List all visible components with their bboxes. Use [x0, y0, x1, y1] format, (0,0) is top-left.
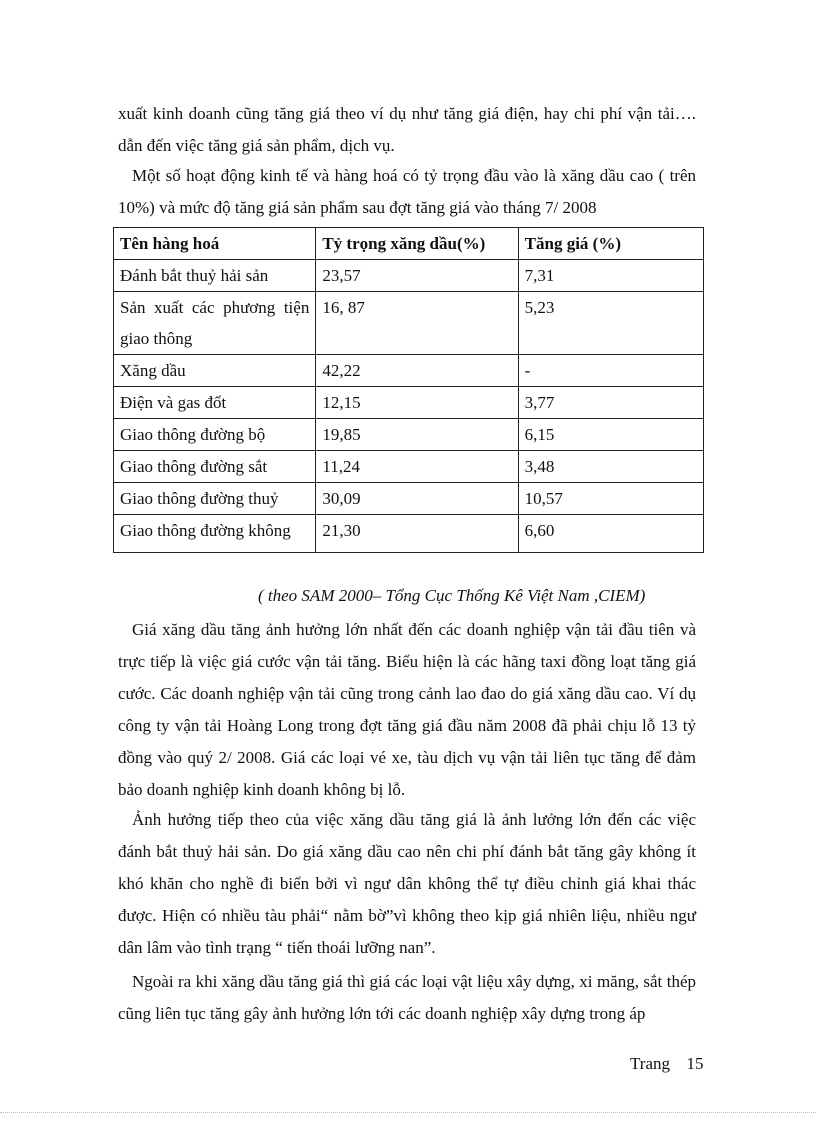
cell-product: Sản xuất các phương tiện giao thông	[114, 292, 316, 355]
cell-price-increase: 10,57	[518, 483, 703, 515]
table-row	[114, 355, 704, 387]
cell-fuel-share: 19,85	[316, 419, 518, 451]
table-row	[114, 387, 704, 419]
paragraph-fishing: Ảnh hưởng tiếp theo của việc xăng dầu tăng giá là ảnh lưởng lớn đến các việc đánh bắt thuỷ hải sản. Do giá xăng dầu cao nên chi phí đánh bắt tăng gây không ít khó khăn cho nghề đi biển bởi vì ngư dân không thể tự điều chỉnh giá khai thác được. Hiện có nhiều tàu phải“ nằm bờ”vì không theo kịp giá nhiên liệu, nhiều ngư dân lâm vào tình trạng “ tiến thoái lưỡng nan”.	[118, 810, 696, 957]
cell-price-increase: 6,60	[518, 515, 703, 553]
table-source-note: ( theo SAM 2000– Tổng Cục Thống Kê Việt Nam ,CIEM)	[258, 586, 646, 605]
cell-fuel-share: 30,09	[316, 483, 518, 515]
cell-product: Giao thông đường bộ	[114, 419, 316, 451]
header-price-increase: Tăng giá (%)	[518, 228, 703, 260]
page-label: Trang	[630, 1054, 670, 1073]
table-row	[114, 419, 704, 451]
cell-product: Giao thông đường thuỷ	[114, 483, 316, 515]
cell-fuel-share: 23,57	[316, 260, 518, 292]
cell-price-increase: 3,77	[518, 387, 703, 419]
footer-rule	[0, 1112, 816, 1113]
fuel-price-table	[113, 227, 704, 553]
paragraph-construction: Ngoài ra khi xăng dầu tăng giá thì giá các loại vật liệu xây dựng, xi măng, sắt thép cũng liên tục tăng gây ảnh hưởng lớn tới các doanh nghiệp xây dựng trong áp	[118, 972, 696, 1023]
table-row	[114, 451, 704, 483]
table-header-row	[114, 228, 704, 260]
cell-fuel-share: 11,24	[316, 451, 518, 483]
cell-price-increase: 5,23	[518, 292, 703, 355]
cell-fuel-share: 12,15	[316, 387, 518, 419]
cell-fuel-share: 16, 87	[316, 292, 518, 355]
cell-price-increase: 3,48	[518, 451, 703, 483]
cell-price-increase: 7,31	[518, 260, 703, 292]
cell-price-increase: 6,15	[518, 419, 703, 451]
table-row	[114, 260, 704, 292]
table-row	[114, 515, 704, 553]
cell-product: Giao thông đường không	[114, 515, 316, 553]
cell-product: Xăng dầu	[114, 355, 316, 387]
cell-fuel-share: 21,30	[316, 515, 518, 553]
paragraph-table-intro: Một số hoạt động kinh tế và hàng hoá có tỷ trọng đầu vào là xăng dầu cao ( trên 10%) và mức độ tăng giá sản phẩm sau đợt tăng giá vào tháng 7/ 2008	[118, 166, 696, 217]
cell-product: Đánh bắt thuỷ hải sản	[114, 260, 316, 292]
paragraph-transport: Giá xăng dầu tăng ảnh hưởng lớn nhất đến các doanh nghiệp vận tải đầu tiên và trực tiếp là việc giá cước vận tải tăng. Biểu hiện là các hãng taxi đồng loạt tăng giá cước. Các doanh nghiệp vận tải cũng trong cảnh lao đao do giá xăng dầu cao. Ví dụ công ty vận tải Hoàng Long trong đợt tăng giá đầu năm 2008 đã phải chịu lỗ 13 tỷ đồng vào quý 2/ 2008. Giá các loại vé xe, tàu dịch vụ vận tải liên tục tăng để đảm bảo doanh nghiệp kinh doanh không bị lỗ.	[118, 620, 696, 799]
header-product: Tên hàng hoá	[114, 228, 316, 260]
table-row	[114, 483, 704, 515]
cell-product: Điện và gas đốt	[114, 387, 316, 419]
page-number-value: 15	[686, 1054, 704, 1073]
header-fuel-share: Tỷ trọng xăng dầu(%)	[316, 228, 518, 260]
cell-price-increase: -	[518, 355, 703, 387]
cell-fuel-share: 42,22	[316, 355, 518, 387]
page-number	[630, 1052, 704, 1076]
table-row	[114, 292, 704, 355]
cell-product: Giao thông đường sắt	[114, 451, 316, 483]
paragraph-intro: xuất kinh doanh cũng tăng giá theo ví dụ như tăng giá điện, hay chi phí vận tải…. dẫn đến việc tăng giá sản phẩm, dịch vụ.	[118, 104, 696, 155]
